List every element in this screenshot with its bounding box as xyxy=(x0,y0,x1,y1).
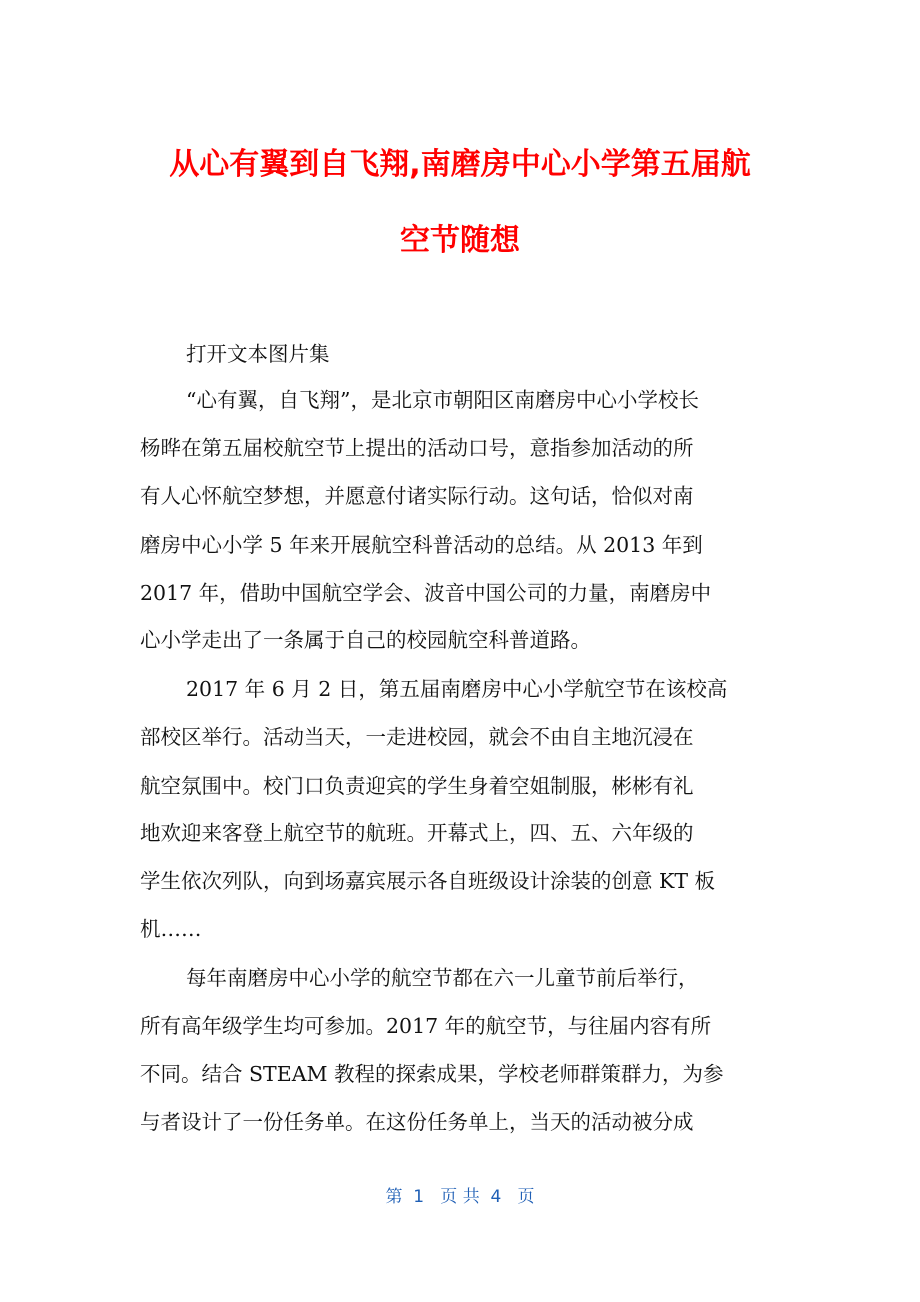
paragraph-2-line-5: 学生依次列队，向到场嘉宾展示各自班级设计涂装的创意 KT 板 xyxy=(140,869,716,893)
page-footer: 第 1 页 共 4 页 xyxy=(385,1187,535,1207)
paragraph-1-line-2: 杨晔在第五届校航空节上提出的活动口号，意指参加活动的所 xyxy=(140,436,694,460)
document-title-line-1: 从心有翼到自飞翔,南磨房中心小学第五届航 xyxy=(169,147,751,182)
paragraph-1-line-5: 2017 年，借助中国航空学会、波音中国公司的力量，南磨房中 xyxy=(140,581,712,605)
paragraph-1-line-6: 心小学走出了一条属于自己的校园航空科普道路。 xyxy=(140,628,591,652)
paragraph-1-line-4: 磨房中心小学 5 年来开展航空科普活动的总结。从 2013 年到 xyxy=(140,533,703,557)
paragraph-2-line-6: 机…… xyxy=(140,917,202,941)
paragraph-1-line-3: 有人心怀航空梦想，并愿意付诸实际行动。这句话，恰似对南 xyxy=(140,484,694,508)
paragraph-3-line-2: 所有高年级学生均可参加。2017 年的航空节，与往届内容有所 xyxy=(140,1014,712,1038)
document-title-line-2: 空节随想 xyxy=(400,223,520,258)
image-collection-link[interactable]: 打开文本图片集 xyxy=(186,342,330,366)
paragraph-2-line-4: 地欢迎来客登上航空节的航班。开幕式上，四、五、六年级的 xyxy=(140,821,694,845)
paragraph-2-line-3: 航空氛围中。校门口负责迎宾的学生身着空姐制服，彬彬有礼 xyxy=(140,774,694,798)
paragraph-3-line-3: 不同。结合 STEAM 教程的探索成果，学校老师群策群力，为参 xyxy=(140,1062,724,1086)
paragraph-3-line-4: 与者设计了一份任务单。在这份任务单上，当天的活动被分成 xyxy=(140,1110,694,1134)
paragraph-3-line-1: 每年南磨房中心小学的航空节都在六一儿童节前后举行， xyxy=(186,966,699,990)
paragraph-1-line-1: “心有翼，自飞翔”，是北京市朝阳区南磨房中心小学校长 xyxy=(186,388,699,412)
paragraph-2-line-1: 2017 年 6 月 2 日，第五届南磨房中心小学航空节在该校高 xyxy=(186,677,728,701)
paragraph-2-line-2: 部校区举行。活动当天，一走进校园，就会不由自主地沉浸在 xyxy=(140,725,694,749)
